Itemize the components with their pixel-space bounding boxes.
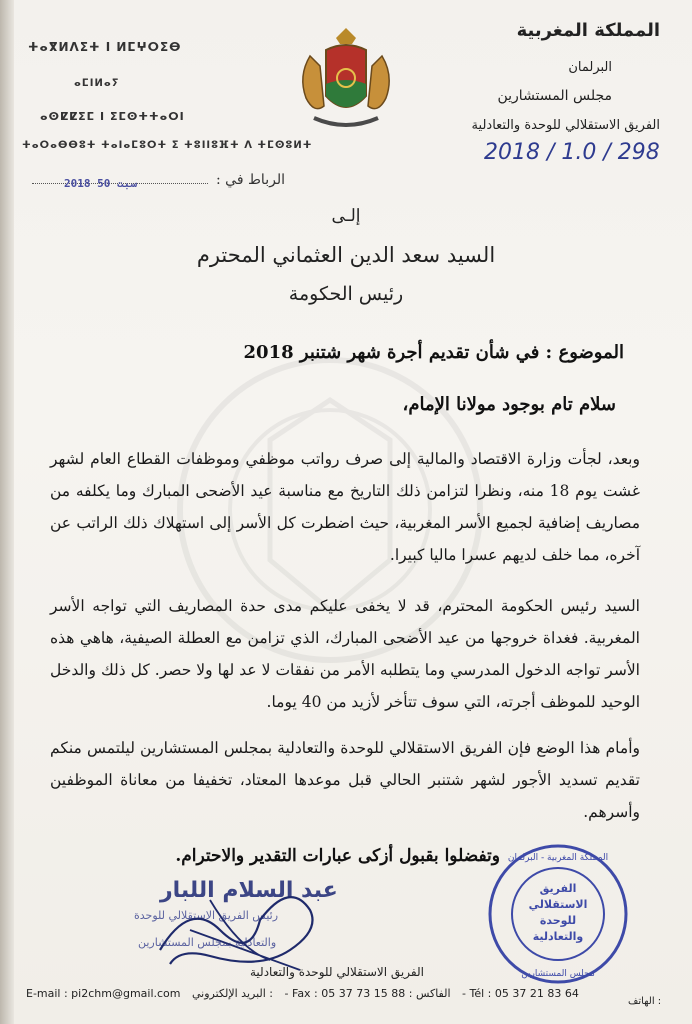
tifinagh-kingdom: ⵜⴰⴳⵍⴷⵉⵜ ⵏ ⵍⵎⵖⵔⵉⴱ (28, 40, 182, 54)
tifinagh-group: ⵜⴰⵔⴰⴱⴱⵓⵜ ⵜⴰⵏⴰⵎⵓⵔⵜ ⵉ ⵜⵓⵏⵏⵓⴼⵜ ⴷ ⵜⵎⵙⵓⵍⵜ (22, 140, 313, 151)
stamp-line-3: الاستقلالي (528, 898, 588, 911)
signatory-title-line1: رئيس الفريق الاستقلالي للوحدة (134, 909, 279, 922)
signatory-title-line2: والتعادلية بمجلس المستشارين (138, 936, 277, 949)
footer-email: E-mail : pi2chm@gmail.com (26, 987, 181, 1000)
header-parliament: البرلمان (568, 60, 612, 75)
royal-emblem-icon (290, 26, 402, 138)
recipient-to: إلـى (331, 206, 361, 226)
footer-contact (26, 987, 587, 1000)
page-edge-shadow (0, 0, 14, 1024)
letter-closing: وتفضلوا بقبول أزكى عبارات التقدير والاحترام. (175, 846, 500, 866)
stamp-bottom-text: مجلس المستشارين (521, 969, 595, 979)
official-stamp-icon (486, 842, 630, 986)
footer-tel: - Tél : 05 37 21 83 64 (462, 987, 579, 1000)
body-paragraph-1: وبعد، لجأت وزارة الاقتصاد والمالية إلى صرف رواتب موظفي وموظفات القطاع العام لشهر غشت يوم 18 منه، ونظرا لتزامن ذلك التاريخ مع مناسبة عيد الأضحى المبارك وما يكلفه من مصاريف إضافية لجميع الأسر المغربية، حيث اضطرت كل الأسر إلى استهلاك ذلك الراتب عن آخره، مما خلف لديهم عسرا ماليا كبيرا. (50, 450, 640, 564)
tifinagh-council: ⴰⵙⵇⵇⵉⵎ ⵏ ⵉⵎⵙⵜⵜⴰⵔⵏ (40, 110, 185, 123)
footer-fax: - Fax : 05 37 73 15 88 : الفاكس (284, 987, 451, 1000)
stamp-line-5: والتعادلية (532, 930, 584, 943)
stamp-top-text: المملكة المغربية - البرلمان (507, 853, 609, 863)
date-stamp: 2018 سبت 50 (64, 177, 137, 190)
header-kingdom: المملكة المغربية (516, 20, 660, 41)
date-label: الرباط في : (216, 172, 285, 188)
footer-tel-label: : الهاتف (628, 996, 662, 1007)
letter-subject: الموضوع : في شأن تقديم أجرة شهر شتنبر 2018 (243, 342, 624, 363)
reference-number: 2018 / 1.0 / 298 (484, 140, 660, 165)
footer-organization: الفريق الاستقلالي للوحدة والتعادلية (250, 965, 424, 979)
recipient-name: السيد سعد الدين العثماني المحترم (196, 243, 496, 267)
stamp-line-2: الفريق (539, 882, 577, 895)
footer-email-label: : البريد الإلكتروني (192, 987, 274, 1000)
body-paragraph-2: السيد رئيس الحكومة المحترم، قد لا يخفى عليكم مدى حدة المصاريف التي تواجه الأسر المغربية. فغداة خروجها من عيد الأضحى المبارك، الذي تزامن مع العطلة الصيفية، هاهي هذه الأسر تواجه الدخول المدرسي وما يتطلبه الأمر من نفقات لا عد لها ولا حصر. كل ذلك والدخل الوحيد للموظف أجرته، التي سوف تتأخر لأزيد من 40 يوما. (50, 597, 640, 711)
header-group: الفريق الاستقلالي للوحدة والتعادلية (471, 118, 660, 133)
recipient-role: رئيس الحكومة (288, 283, 404, 305)
stamp-line-4: للوحدة (539, 914, 577, 927)
header-council: مجلس المستشارين (497, 88, 612, 104)
handwritten-signature (150, 860, 340, 980)
tifinagh-parliament: ⴰⵎⵏⵍⴰⵢ (74, 78, 120, 89)
signatory-name: عبد السلام اللبار (160, 878, 338, 903)
body-paragraph-3: وأمام هذا الوضع فإن الفريق الاستقلالي للوحدة والتعادلية بمجلس المستشارين ليلتمس منكم تقديم تسديد الأجور لشهر شتنبر الحالي قبل موعدها المعتاد، تخفيفا من معاناة الموظفين وأسرهم. (50, 739, 640, 821)
letter-greeting: سلام تام بوجود مولانا الإمام، (402, 394, 616, 415)
